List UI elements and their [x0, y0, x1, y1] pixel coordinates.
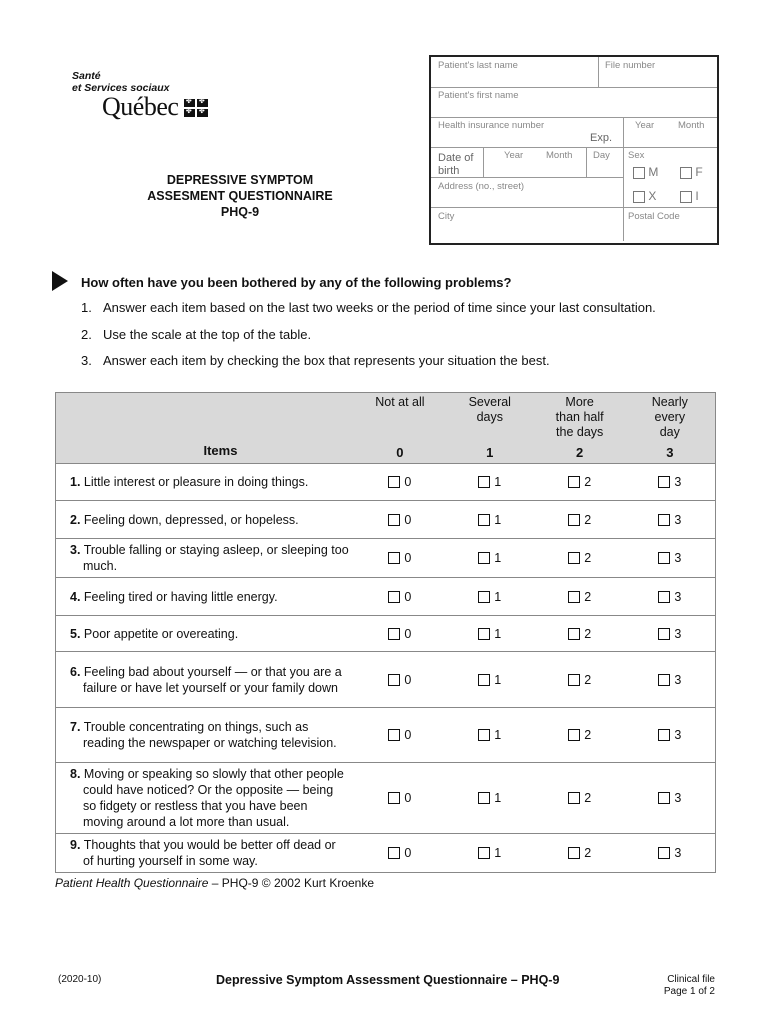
- score-3-label: 3: [674, 475, 682, 490]
- score-1-label: 1: [494, 475, 502, 490]
- score-3-label: 3: [674, 626, 682, 641]
- score-3-label: 3: [674, 728, 682, 743]
- sex-f-label: F: [695, 165, 703, 179]
- table-header-row: [56, 393, 716, 464]
- table-row: [56, 834, 716, 873]
- score-0-label: 0: [404, 846, 412, 861]
- score-2-checkbox[interactable]: [568, 552, 580, 564]
- table-row: [56, 539, 716, 578]
- score-1-checkbox[interactable]: [478, 847, 490, 859]
- score-1-label: 1: [494, 672, 502, 687]
- item-cell: [56, 616, 355, 652]
- score-1-label: 1: [494, 589, 502, 604]
- score-3-checkbox[interactable]: [658, 792, 670, 804]
- item-text: Feeling tired or having little energy.: [83, 589, 278, 604]
- instruction-2: [81, 327, 311, 342]
- option-cell: [535, 708, 625, 763]
- sex-i-option[interactable]: [680, 189, 699, 203]
- option-cell: [355, 464, 445, 501]
- score-0-checkbox[interactable]: [388, 674, 400, 686]
- footer-version: (2020-10): [58, 974, 102, 985]
- option-cell: [355, 501, 445, 539]
- item-text: Moving or speaking so slowly that other people could have noticed? Or the opposite — being so fidgety or restless that you have been moving around a lot more than usual.: [83, 767, 344, 829]
- sex-m-option[interactable]: [633, 165, 658, 179]
- score-1-label: 1: [494, 846, 502, 861]
- table-row: [56, 708, 716, 763]
- sex-m-checkbox[interactable]: [633, 167, 645, 179]
- option-cell: [625, 464, 716, 501]
- item-cell: [56, 834, 355, 873]
- first-name-field[interactable]: Patient's first name: [438, 90, 519, 101]
- items-header-label: Items: [203, 443, 238, 458]
- score-1-label: 1: [494, 512, 502, 527]
- option-cell: [355, 763, 445, 834]
- score-3-label: 3: [674, 551, 682, 566]
- instruction-1: [81, 300, 656, 315]
- score-0-checkbox[interactable]: [388, 847, 400, 859]
- table-row: [56, 763, 716, 834]
- score-1-checkbox[interactable]: [478, 514, 490, 526]
- item-number: 9.: [70, 838, 81, 852]
- exp-month-label: Month: [678, 120, 705, 131]
- sex-f-checkbox[interactable]: [680, 167, 692, 179]
- option-cell: [625, 763, 716, 834]
- score-3-checkbox[interactable]: [658, 674, 670, 686]
- patient-info-box: [429, 55, 719, 245]
- instruction-3: [81, 353, 550, 368]
- sex-x-option[interactable]: [633, 189, 656, 203]
- option-cell: [445, 652, 535, 708]
- logo-line1: Santé: [72, 70, 101, 82]
- score-3-checkbox[interactable]: [658, 476, 670, 488]
- option-cell: [445, 539, 535, 578]
- file-number-field[interactable]: File number: [605, 60, 656, 71]
- score-0-label: 0: [404, 728, 412, 743]
- score-3-checkbox[interactable]: [658, 628, 670, 640]
- instruction-2-number: 2.: [81, 327, 92, 342]
- table-row: [56, 501, 716, 539]
- item-number: 2.: [70, 512, 81, 527]
- sex-label: Sex: [628, 150, 645, 161]
- col-0-score: 0: [396, 445, 404, 460]
- score-1-checkbox[interactable]: [478, 729, 490, 741]
- question-heading: How often have you been bothered by any of the following problems?: [81, 275, 512, 290]
- address-field[interactable]: Address (no., street): [438, 181, 525, 192]
- item-cell: [56, 501, 355, 539]
- option-cell: [445, 616, 535, 652]
- option-cell: [625, 539, 716, 578]
- option-cell: [355, 539, 445, 578]
- option-cell: [535, 763, 625, 834]
- form-title-line1: DEPRESSIVE SYMPTOM: [166, 173, 314, 187]
- option-cell: [535, 501, 625, 539]
- option-cell: [625, 652, 716, 708]
- option-cell: [535, 539, 625, 578]
- col-0-label: Not at all: [375, 395, 425, 409]
- option-cell: [355, 578, 445, 616]
- score-1-label: 1: [494, 551, 502, 566]
- option-cell: [355, 834, 445, 873]
- score-3-label: 3: [674, 672, 682, 687]
- item-text: Feeling down, depressed, or hopeless.: [83, 512, 299, 527]
- sex-f-option[interactable]: [680, 165, 703, 179]
- health-insurance-field[interactable]: Health insurance number: [438, 120, 545, 131]
- score-2-checkbox[interactable]: [568, 847, 580, 859]
- score-1-checkbox[interactable]: [478, 591, 490, 603]
- fleur-de-lis-flag-icon: [183, 98, 211, 118]
- item-cell: [56, 539, 355, 578]
- instruction-1-number: 1.: [81, 300, 92, 315]
- option-cell: [535, 464, 625, 501]
- item-cell: [56, 578, 355, 616]
- score-0-checkbox[interactable]: [388, 729, 400, 741]
- col-3-score: 3: [666, 445, 674, 460]
- col-header-2: [535, 393, 625, 464]
- item-number: 8.: [70, 767, 81, 781]
- item-number: 7.: [70, 720, 81, 734]
- option-cell: [445, 464, 535, 501]
- score-0-checkbox[interactable]: [388, 514, 400, 526]
- score-1-label: 1: [494, 791, 502, 806]
- score-2-checkbox[interactable]: [568, 514, 580, 526]
- option-cell: [445, 501, 535, 539]
- score-2-checkbox[interactable]: [568, 476, 580, 488]
- score-3-label: 3: [674, 589, 682, 604]
- sex-x-label: X: [648, 189, 657, 203]
- col-2-score: 2: [576, 445, 584, 460]
- col-3-label: Nearly every day: [651, 395, 688, 439]
- phq9-table: [55, 392, 716, 873]
- score-3-checkbox[interactable]: [658, 591, 670, 603]
- score-3-label: 3: [674, 791, 682, 806]
- form-title-line2: ASSESMENT QUESTIONNAIRE: [147, 189, 333, 203]
- score-1-label: 1: [494, 626, 502, 641]
- score-1-checkbox[interactable]: [478, 628, 490, 640]
- dob-label: Date of birth: [438, 152, 474, 177]
- score-2-checkbox[interactable]: [568, 674, 580, 686]
- items-header: [56, 393, 355, 464]
- footer-title: Depressive Symptom Assessment Questionnaire – PHQ-9: [216, 973, 560, 987]
- score-1-checkbox[interactable]: [478, 476, 490, 488]
- exp-label: Exp.: [590, 132, 613, 144]
- option-cell: [535, 834, 625, 873]
- score-1-checkbox[interactable]: [478, 792, 490, 804]
- sex-i-label: I: [695, 189, 699, 203]
- option-cell: [625, 616, 716, 652]
- col-header-0: [355, 393, 445, 464]
- credit-rest: – PHQ-9 © 2002 Kurt Kroenke: [208, 876, 375, 890]
- item-number: 3.: [70, 543, 81, 557]
- postal-code-field[interactable]: Postal Code: [628, 211, 680, 222]
- score-0-label: 0: [404, 589, 412, 604]
- score-2-checkbox[interactable]: [568, 729, 580, 741]
- item-number: 4.: [70, 589, 81, 604]
- col-header-3: [625, 393, 716, 464]
- table-row: [56, 652, 716, 708]
- score-3-label: 3: [674, 512, 682, 527]
- footer-file-type: Clinical file: [667, 974, 715, 985]
- instruction-3-number: 3.: [81, 353, 92, 368]
- item-text: Little interest or pleasure in doing things.: [83, 475, 309, 489]
- score-2-label: 2: [584, 589, 592, 604]
- option-cell: [535, 652, 625, 708]
- exp-year-label: Year: [635, 120, 655, 131]
- quebec-logo: [72, 70, 232, 120]
- score-3-checkbox[interactable]: [658, 847, 670, 859]
- table-row: [56, 578, 716, 616]
- form-title-line3: PHQ-9: [220, 205, 260, 219]
- score-2-label: 2: [584, 672, 592, 687]
- score-0-label: 0: [404, 791, 412, 806]
- item-cell: [56, 708, 355, 763]
- item-text: Trouble concentrating on things, such as reading the newspaper or watching television.: [83, 720, 337, 750]
- score-2-label: 2: [584, 791, 592, 806]
- score-2-checkbox[interactable]: [568, 628, 580, 640]
- instruction-1-text: Answer each item based on the last two weeks or the period of time since your last consultation.: [103, 300, 656, 315]
- score-0-checkbox[interactable]: [388, 792, 400, 804]
- score-1-label: 1: [494, 728, 502, 743]
- score-3-checkbox[interactable]: [658, 729, 670, 741]
- logo-line2: et Services sociaux: [72, 82, 170, 94]
- sex-i-checkbox[interactable]: [680, 191, 692, 203]
- score-1-checkbox[interactable]: [478, 552, 490, 564]
- item-cell: [56, 464, 355, 501]
- score-2-label: 2: [584, 728, 592, 743]
- option-cell: [625, 501, 716, 539]
- col-header-1: [445, 393, 535, 464]
- score-0-checkbox[interactable]: [388, 591, 400, 603]
- score-1-checkbox[interactable]: [478, 674, 490, 686]
- score-0-checkbox[interactable]: [388, 628, 400, 640]
- form-title: [120, 172, 360, 220]
- item-cell: [56, 763, 355, 834]
- score-0-label: 0: [404, 475, 412, 490]
- credit-italic: Patient Health Questionnaire: [55, 876, 209, 890]
- arrow-right-icon: [52, 271, 68, 291]
- credit-line: [55, 876, 374, 890]
- option-cell: [445, 763, 535, 834]
- dob-day-label: Day: [593, 150, 610, 161]
- logo-name: Québec: [102, 92, 179, 121]
- item-text: Feeling bad about yourself — or that you are a failure or have let yourself or your family down: [83, 664, 342, 695]
- sex-m-label: M: [648, 165, 659, 179]
- city-field[interactable]: City: [438, 211, 455, 222]
- score-0-label: 0: [404, 512, 412, 527]
- table-row: [56, 464, 716, 501]
- score-2-checkbox[interactable]: [568, 792, 580, 804]
- instruction-2-text: Use the scale at the top of the table.: [103, 327, 312, 342]
- score-3-checkbox[interactable]: [658, 552, 670, 564]
- score-3-label: 3: [674, 846, 682, 861]
- option-cell: [445, 578, 535, 616]
- option-cell: [625, 708, 716, 763]
- last-name-field[interactable]: Patient's last name: [438, 60, 518, 71]
- score-3-checkbox[interactable]: [658, 514, 670, 526]
- footer-page: Page 1 of 2: [663, 986, 715, 997]
- score-2-label: 2: [584, 626, 592, 641]
- item-number: 6.: [70, 664, 81, 679]
- score-0-label: 0: [404, 626, 412, 641]
- score-0-checkbox[interactable]: [388, 476, 400, 488]
- table-row: [56, 616, 716, 652]
- score-2-label: 2: [584, 551, 592, 566]
- option-cell: [355, 652, 445, 708]
- dob-year-label: Year: [504, 150, 524, 161]
- item-number: 5.: [70, 626, 81, 641]
- score-0-label: 0: [404, 672, 412, 687]
- col-1-label: Several days: [468, 395, 511, 424]
- option-cell: [355, 708, 445, 763]
- option-cell: [535, 616, 625, 652]
- item-text: Trouble falling or staying asleep, or sleeping too much.: [83, 543, 349, 573]
- col-1-score: 1: [486, 445, 494, 460]
- score-0-label: 0: [404, 551, 412, 566]
- item-text: Thoughts that you would be better off dead or of hurting yourself in some way.: [83, 838, 336, 868]
- item-number: 1.: [70, 475, 81, 489]
- sex-x-checkbox[interactable]: [633, 191, 645, 203]
- item-text: Poor appetite or overeating.: [83, 626, 239, 641]
- col-2-label: More than half the days: [555, 395, 604, 439]
- option-cell: [355, 616, 445, 652]
- option-cell: [445, 834, 535, 873]
- option-cell: [625, 834, 716, 873]
- score-2-checkbox[interactable]: [568, 591, 580, 603]
- score-2-label: 2: [584, 512, 592, 527]
- option-cell: [535, 578, 625, 616]
- option-cell: [445, 708, 535, 763]
- dob-month-label: Month: [546, 150, 573, 161]
- option-cell: [625, 578, 716, 616]
- score-2-label: 2: [584, 475, 592, 490]
- instruction-3-text: Answer each item by checking the box that represents your situation the best.: [103, 353, 550, 368]
- score-0-checkbox[interactable]: [388, 552, 400, 564]
- item-cell: [56, 652, 355, 708]
- score-2-label: 2: [584, 846, 592, 861]
